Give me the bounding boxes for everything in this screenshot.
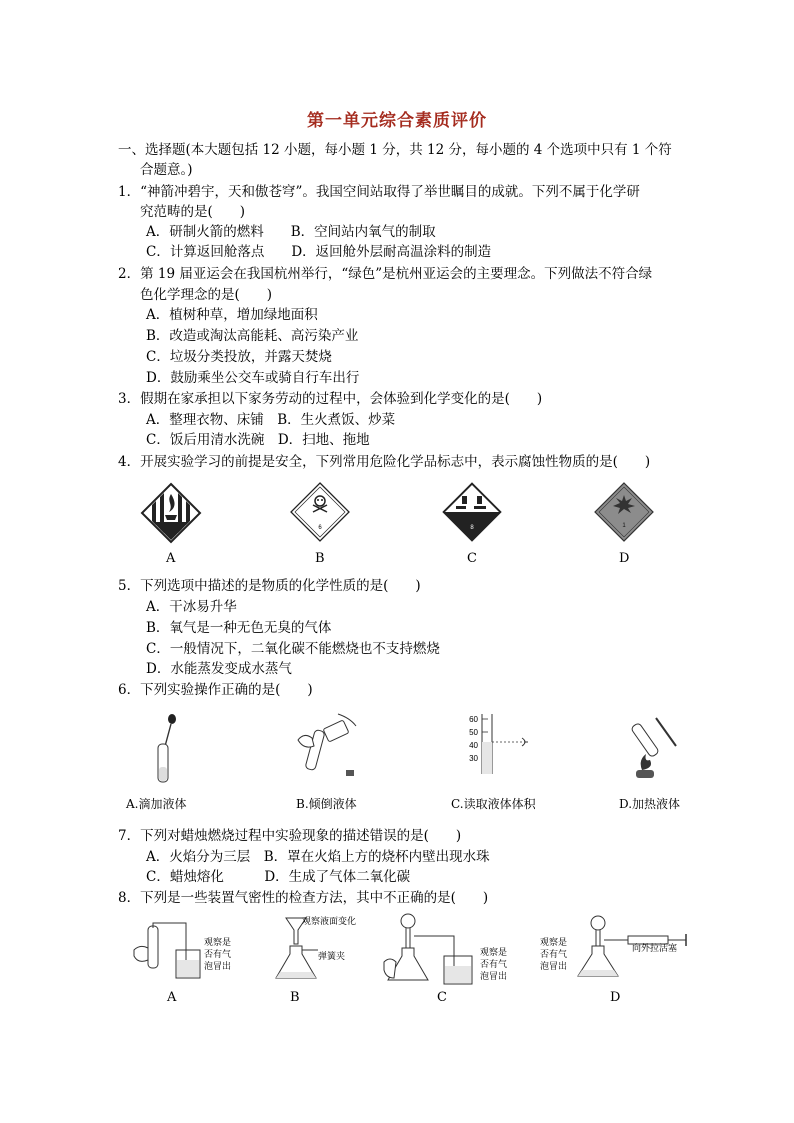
q3-options-ab: A．整理衣物、床铺 B．生火煮饭、炒菜 (146, 412, 396, 428)
q8-c-note-2: 否有气 (480, 960, 508, 970)
graduated-cylinder-icon (462, 712, 542, 776)
q6-caption-d: D.加热液体 (619, 797, 681, 811)
page-title: 第一单元综合素质评价 (307, 111, 487, 131)
q5-option-c: C．一般情况下，二氧化碳不能燃烧也不支持燃烧 (146, 641, 440, 657)
q6-caption-c: C.读取液体体积 (451, 797, 536, 811)
q2-option-d: D．鼓励乘坐公交车或骑自行车出行 (146, 370, 360, 386)
q7-options-cd: C．蜡烛熔化 D．生成了气体二氧化碳 (146, 869, 411, 885)
q7-stem: 7．下列对蜡烛燃烧过程中实验现象的描述错误的是( ) (118, 828, 462, 844)
q7-options-ab: A．火焰分为三层 B．罩在火焰上方的烧杯内壁出现水珠 (146, 849, 490, 865)
q8-d-note-2: 否有气 (540, 950, 568, 960)
q1-stem-line1: 1．“神箭冲碧宇，天和傲苍穹”。我国空间站取得了举世瞩目的成就。下列不属于化学研 (118, 184, 640, 200)
q5-stem: 5．下列选项中描述的是物质的化学性质的是( ) (118, 578, 421, 594)
scale-tick-40: 40 (469, 741, 478, 750)
q8-b-clip-note: 弹簧夹 (318, 952, 346, 962)
q2-stem-line1: 2．第 19 届亚运会在我国杭州举行，“绿色”是杭州亚运会的主要理念。下列做法不符合绿 (118, 266, 653, 282)
q8-c-note-1: 观察是 (480, 948, 508, 958)
hazard-sign-c-icon (441, 481, 503, 543)
q8-label-c: C (437, 990, 447, 1005)
q8-b-top-note: 观察液面变化 (302, 917, 357, 927)
scale-tick-30: 30 (469, 754, 478, 763)
q4-label-a: A (166, 551, 176, 566)
q8-d-note-1: 观察是 (540, 938, 568, 948)
hazard-sign-a-icon (140, 482, 202, 544)
hazard-sign-d-icon (593, 481, 655, 543)
q5-option-d: D．水能蒸发变成水蒸气 (146, 661, 292, 677)
q8-d-note-3: 泡冒出 (540, 962, 568, 972)
heating-liquid-icon (620, 712, 684, 780)
apparatus-c-icon (382, 912, 482, 988)
apparatus-a-icon (130, 920, 205, 982)
q2-option-c: C．垃圾分类投放，并露天焚烧 (146, 349, 332, 365)
q6-caption-b: B.倾倒液体 (296, 797, 357, 811)
hazard-sign-b-icon (289, 481, 351, 543)
q2-option-b: B．改造或淘汰高能耗、高污染产业 (146, 328, 359, 344)
q8-d-pull-note: 向外拉活塞 (632, 944, 678, 954)
q4-label-d: D (619, 551, 630, 566)
q3-stem: 3．假期在家承担以下家务劳动的过程中，会体验到化学变化的是( ) (118, 391, 543, 407)
q2-stem-line2: 色化学理念的是( ) (140, 287, 273, 303)
q1-options-cd: C．计算返回舱落点 D．返回舱外层耐高温涂料的制造 (146, 244, 492, 260)
q2-option-a: A．植树种草，增加绿地面积 (146, 307, 318, 323)
q8-a-note-3: 泡冒出 (204, 962, 232, 972)
q8-c-note-3: 泡冒出 (480, 972, 508, 982)
hazard-sign-d-number: 1 (622, 523, 626, 529)
q4-label-c: C (467, 551, 477, 566)
dropper-in-tube-icon (150, 712, 190, 787)
q6-stem: 6．下列实验操作正确的是( ) (118, 682, 313, 698)
q8-stem: 8．下列是一些装置气密性的检查方法，其中不正确的是( ) (118, 890, 489, 906)
hazard-sign-c-number: 8 (470, 525, 474, 531)
q1-stem-line2: 究范畴的是( ) (140, 204, 246, 220)
q8-a-note-1: 观察是 (204, 938, 232, 948)
q5-option-b: B．氧气是一种无色无臭的气体 (146, 620, 332, 636)
scale-tick-50: 50 (469, 728, 478, 737)
q4-stem: 4．开展实验学习的前提是安全，下列常用危险化学品标志中，表示腐蚀性物质的是( ) (118, 454, 651, 470)
hazard-sign-b-number: 6 (318, 525, 322, 531)
section-heading-line2: 合题意。) (140, 162, 193, 178)
q4-label-b: B (315, 551, 325, 566)
q1-options-ab: A．研制火箭的燃料 B．空间站内氧气的制取 (146, 224, 436, 240)
q8-label-a: A (167, 990, 177, 1005)
q8-label-b: B (290, 990, 300, 1005)
pouring-liquid-icon (290, 712, 362, 782)
q8-a-note-2: 否有气 (204, 950, 232, 960)
q6-caption-a: A.滴加液体 (126, 797, 187, 811)
q8-label-d: D (610, 990, 621, 1005)
q3-options-cd: C．饭后用清水洗碗 D．扫地、拖地 (146, 432, 370, 448)
q5-option-a: A．干冰易升华 (146, 599, 237, 615)
section-heading-line1: 一、选择题(本大题包括 12 小题，每小题 1 分，共 12 分，每小题的 4 个选项中只有 1 个符 (118, 142, 672, 158)
scale-tick-60: 60 (469, 715, 478, 724)
